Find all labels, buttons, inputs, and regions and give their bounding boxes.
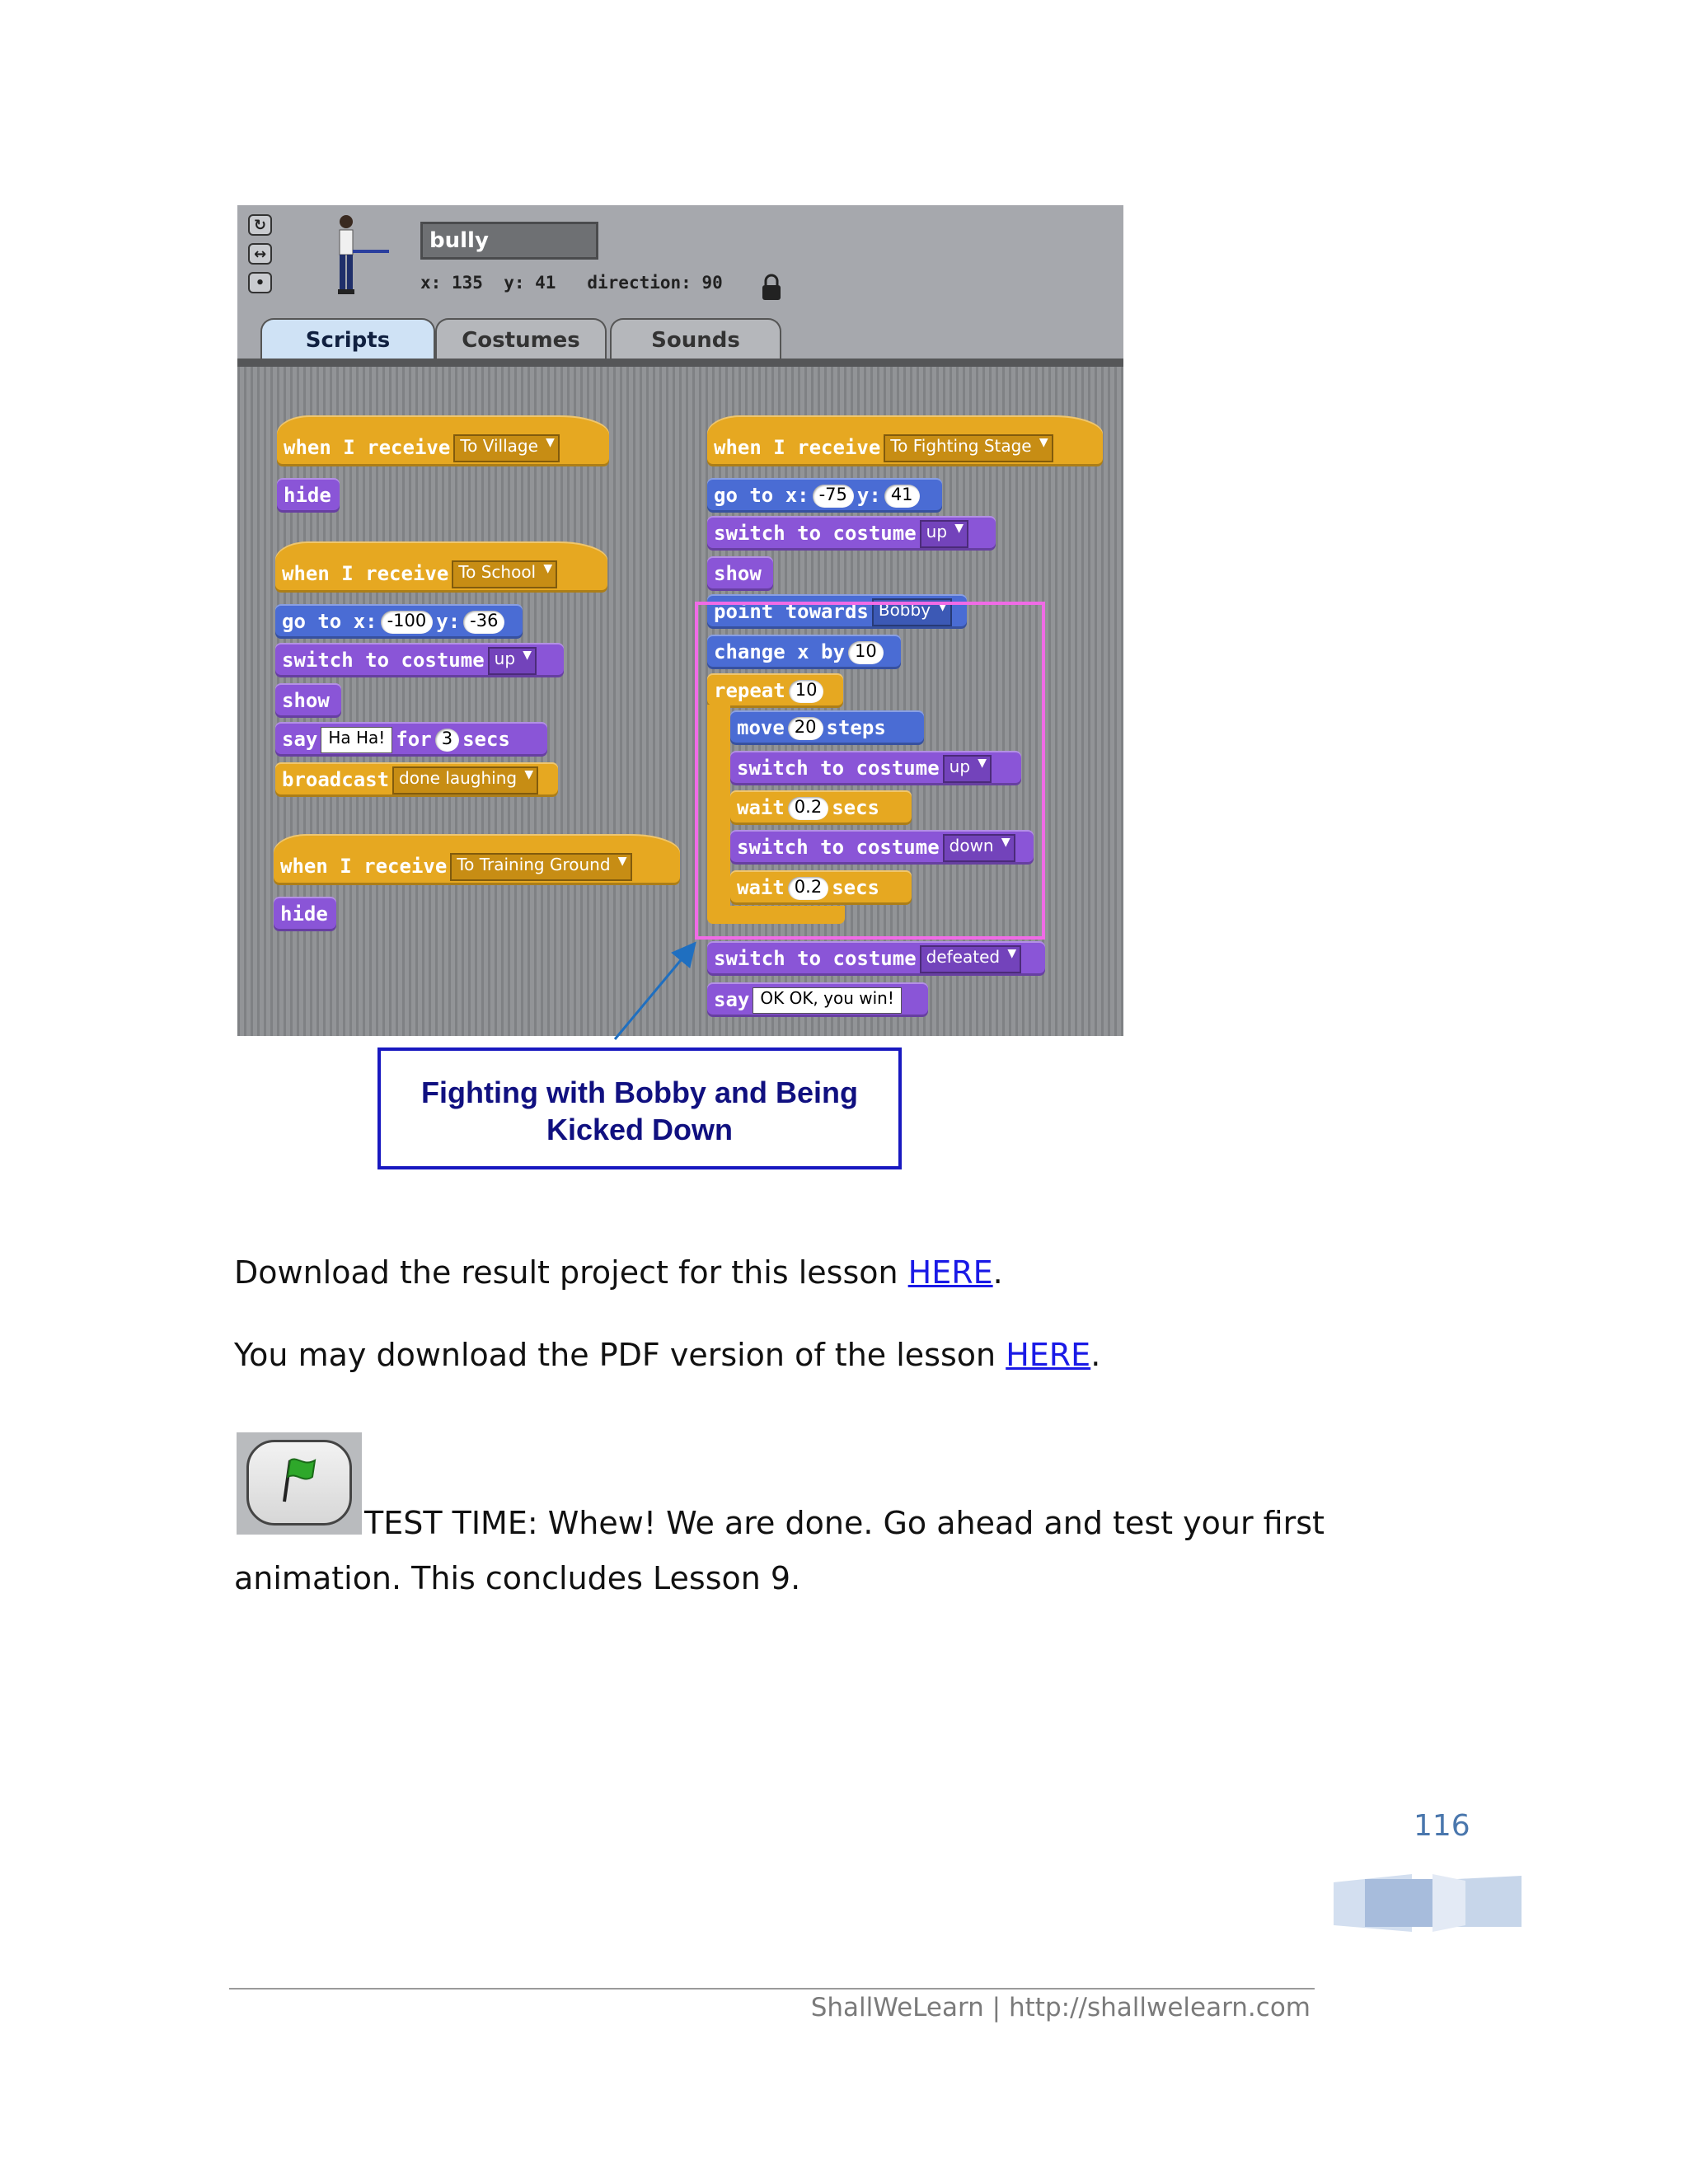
repeat-count-input[interactable]: 10 [789, 680, 824, 703]
costume-dropdown[interactable]: defeated ▼ [920, 945, 1021, 973]
page-number: 116 [1414, 1809, 1470, 1843]
footer-site: ShallWeLearn [810, 1993, 984, 2022]
hide-block[interactable]: hide [274, 897, 336, 931]
block-label: go to x: [714, 484, 809, 507]
footer-url[interactable]: http://shallwelearn.com [1008, 1993, 1311, 2022]
block-label: say [282, 728, 318, 751]
block-label: say [714, 988, 750, 1011]
x-value: 135 [451, 273, 483, 293]
block-label: wait [737, 796, 785, 819]
download-project-link[interactable]: HERE [907, 1254, 993, 1291]
block-label: broadcast [282, 768, 390, 791]
green-flag-button[interactable] [237, 1432, 362, 1535]
say-text-input[interactable]: Ha Ha! [321, 727, 392, 753]
block-label: go to x: [282, 610, 377, 633]
message-dropdown[interactable]: To Training Ground ▼ [450, 853, 631, 881]
x-input[interactable]: -100 [381, 611, 434, 634]
hat-label: when I receive [714, 436, 881, 459]
block-label: switch to costume [714, 522, 917, 545]
green-flag-icon [249, 1442, 349, 1523]
footer-separator: | [992, 1993, 1001, 2022]
costume-dropdown[interactable]: up ▼ [943, 755, 992, 783]
no-rotate-icon[interactable]: • [248, 272, 272, 293]
paragraph-end: . [1090, 1337, 1101, 1373]
hat-label: when I receive [284, 436, 451, 459]
paragraph-text: Download the result project for this lesson [234, 1254, 908, 1291]
costume-dropdown[interactable]: up ▼ [920, 520, 968, 548]
footer-divider [229, 1988, 1315, 1990]
download-project-paragraph [234, 1254, 1003, 1291]
point-target-dropdown[interactable]: Bobby ▼ [872, 598, 952, 626]
broadcast-dropdown[interactable]: done laughing ▼ [392, 766, 538, 794]
y-input[interactable]: 41 [884, 485, 920, 508]
hat-label: when I receive [282, 562, 449, 585]
test-time-line-2: animation. This concludes Lesson 9. [234, 1560, 801, 1596]
message-dropdown[interactable]: To School ▼ [452, 560, 557, 588]
show-block[interactable]: show [707, 556, 773, 591]
message-dropdown[interactable]: To Fighting Stage ▼ [884, 434, 1053, 462]
wait-input[interactable]: 0.2 [788, 797, 828, 820]
callout-line-1: Fighting with Bobby and Being [421, 1076, 858, 1109]
download-pdf-link[interactable]: HERE [1006, 1337, 1091, 1373]
y-label: y: [856, 484, 881, 507]
flip-icon[interactable]: ↔ [248, 243, 272, 265]
tab-sounds[interactable]: Sounds [610, 318, 781, 361]
x-input[interactable]: -75 [813, 485, 854, 508]
paragraph-end: . [992, 1254, 1003, 1291]
callout-box [377, 1047, 902, 1169]
footer [811, 1993, 1311, 2022]
y-label: y: [436, 610, 461, 633]
show-block[interactable]: show [275, 683, 341, 718]
paragraph-text: You may download the PDF version of the lesson [234, 1337, 1006, 1373]
costume-dropdown[interactable]: down ▼ [943, 834, 1015, 862]
sprite-name-field[interactable]: bully [420, 222, 598, 260]
block-label: change x by [714, 640, 845, 663]
y-input[interactable]: -36 [463, 611, 504, 634]
message-dropdown[interactable]: To Village ▼ [453, 434, 560, 462]
block-label: move [737, 716, 785, 739]
y-value: 41 [535, 273, 556, 293]
secs-input[interactable]: 3 [435, 729, 459, 752]
costume-dropdown[interactable]: up ▼ [488, 647, 537, 675]
block-label: point towards [714, 600, 869, 623]
download-pdf-paragraph [234, 1337, 1100, 1373]
block-label: switch to costume [737, 757, 940, 780]
block-label: switch to costume [714, 947, 917, 970]
direction-label: direction: [587, 273, 692, 293]
secs-label: secs [462, 728, 510, 751]
test-time-line-1: TEST TIME: Whew! We are done. Go ahead and test your first [364, 1505, 1325, 1541]
block-label: switch to costume [282, 649, 485, 672]
tab-costumes[interactable]: Costumes [435, 318, 607, 361]
y-label: y: [504, 273, 525, 293]
move-steps-input[interactable]: 20 [788, 717, 823, 740]
hat-label: when I receive [280, 855, 448, 878]
wait-input[interactable]: 0.2 [788, 877, 828, 900]
change-x-input[interactable]: 10 [848, 641, 884, 664]
steps-label: steps [826, 716, 886, 739]
callout-line-2: Kicked Down [546, 1113, 734, 1146]
tab-scripts[interactable]: Scripts [260, 318, 435, 361]
for-label: for [396, 728, 432, 751]
secs-label: secs [832, 796, 879, 819]
rotate-icon[interactable]: ↻ [248, 214, 272, 236]
block-label: repeat [714, 679, 785, 702]
direction-value: 90 [701, 273, 723, 293]
say-text-input[interactable]: OK OK, you win! [753, 987, 902, 1014]
green-flag-frame [246, 1440, 352, 1526]
x-label: x: [420, 273, 442, 293]
block-label: wait [737, 876, 785, 899]
page-corner-decoration [1334, 1874, 1522, 1932]
block-label: switch to costume [737, 836, 940, 859]
secs-label: secs [832, 876, 879, 899]
scratch-screenshot [237, 205, 1123, 1202]
hide-block[interactable]: hide [277, 478, 340, 513]
